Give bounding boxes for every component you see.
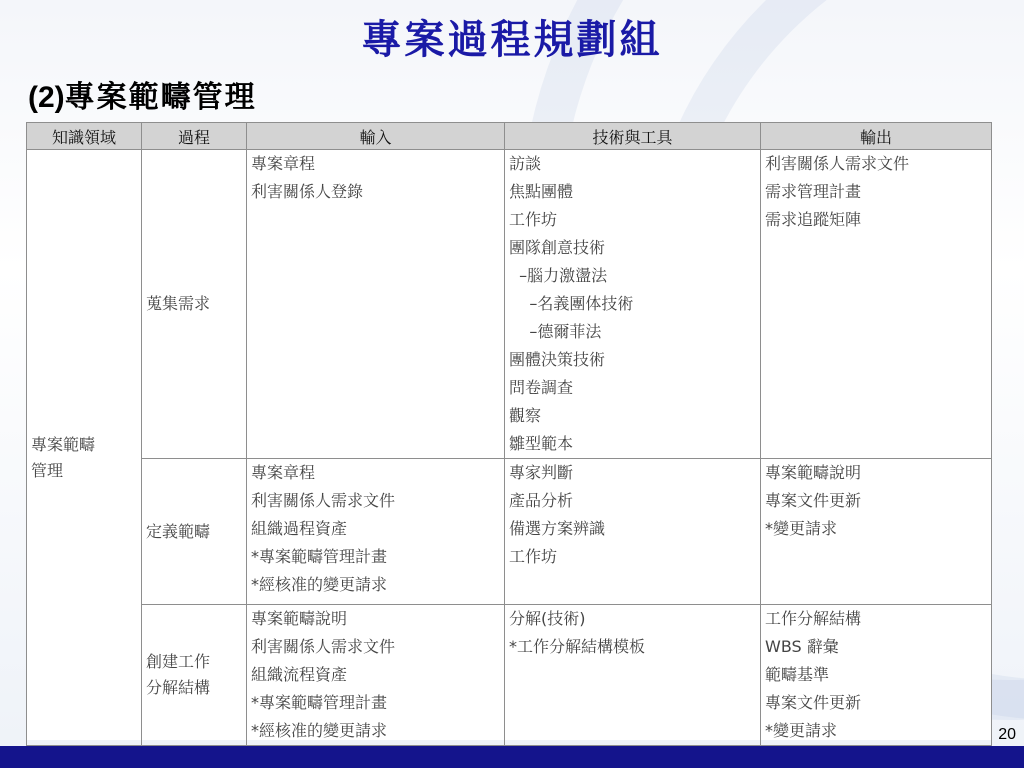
slide-title: 專案過程規劃組 xyxy=(361,16,663,63)
output-item: *變更請求 xyxy=(765,721,838,740)
output-item: 需求管理計畫 xyxy=(765,182,862,201)
process-cell: 創建工作 分解結構 xyxy=(142,605,247,746)
tools-cell xyxy=(505,605,761,746)
inputs-cell xyxy=(247,150,505,459)
tool-item: 觀察 xyxy=(509,406,542,425)
input-item: *經核准的變更請求 xyxy=(251,721,388,740)
input-item: 利害關係人登錄 xyxy=(251,182,364,201)
output-item: 需求追蹤矩陣 xyxy=(765,210,862,229)
tool-item: –名義團体技術 xyxy=(509,294,634,313)
input-item: *經核准的變更請求 xyxy=(251,575,388,594)
output-item: 專案範疇說明 xyxy=(765,463,862,482)
outputs-cell xyxy=(761,605,992,746)
input-item: *專案範疇管理計畫 xyxy=(251,693,388,712)
page-number: 20 xyxy=(998,726,1016,743)
outputs-cell xyxy=(761,459,992,605)
tool-item: 分解(技術) xyxy=(509,609,586,628)
tool-item: 專家判斷 xyxy=(509,463,574,482)
footer-bar xyxy=(0,746,1024,768)
knowledge-area-cell: 專案範疇 管理 xyxy=(27,150,142,746)
tool-item: 產品分析 xyxy=(509,491,574,510)
tool-item: 訪談 xyxy=(509,154,542,173)
input-item: *專案範疇管理計畫 xyxy=(251,547,388,566)
inputs-cell xyxy=(247,605,505,746)
tool-item: 團隊創意技術 xyxy=(509,238,606,257)
output-item: 利害關係人需求文件 xyxy=(765,154,910,173)
tools-cell xyxy=(505,150,761,459)
tool-item: 問卷調查 xyxy=(509,378,574,397)
input-item: 利害關係人需求文件 xyxy=(251,637,396,656)
input-item: 組織流程資產 xyxy=(251,665,348,684)
tool-item: *工作分解結構模板 xyxy=(509,637,646,656)
table-row xyxy=(27,459,992,605)
table-row xyxy=(27,150,992,459)
outputs-cell xyxy=(761,150,992,459)
header-knowledge-area: 知識領域 xyxy=(27,123,142,150)
tool-item: 團體決策技術 xyxy=(509,350,606,369)
input-item: 專案範疇說明 xyxy=(251,609,348,628)
header-inputs: 輸入 xyxy=(247,123,505,150)
header-tools: 技術與工具 xyxy=(505,123,761,150)
tool-item: 焦點團體 xyxy=(509,182,574,201)
input-item: 專案章程 xyxy=(251,463,316,482)
process-cell: 定義範疇 xyxy=(142,459,247,605)
table-header-row xyxy=(27,123,992,150)
output-item: WBS 辭彙 xyxy=(765,637,839,656)
inputs-cell xyxy=(247,459,505,605)
tool-item: –德爾菲法 xyxy=(509,322,602,341)
input-item: 專案章程 xyxy=(251,154,316,173)
scope-management-table xyxy=(26,122,992,740)
output-item: 專案文件更新 xyxy=(765,491,862,510)
tool-item: 工作坊 xyxy=(509,547,558,566)
input-item: 利害關係人需求文件 xyxy=(251,491,396,510)
subtitle-text: 專案範疇管理 xyxy=(64,80,257,115)
tool-item: –腦力激盪法 xyxy=(509,266,608,285)
tool-item: 工作坊 xyxy=(509,210,558,229)
input-item: 組織過程資產 xyxy=(251,519,348,538)
tool-item: 備選方案辨識 xyxy=(509,519,606,538)
header-process: 過程 xyxy=(142,123,247,150)
header-outputs: 輸出 xyxy=(761,123,992,150)
tools-cell xyxy=(505,459,761,605)
table-row xyxy=(27,605,992,746)
tool-item: 雛型範本 xyxy=(509,434,574,453)
process-cell: 蒐集需求 xyxy=(142,150,247,459)
subtitle-number: (2) xyxy=(28,81,65,114)
output-item: 工作分解結構 xyxy=(765,609,862,628)
output-item: 專案文件更新 xyxy=(765,693,862,712)
output-item: 範疇基準 xyxy=(765,665,830,684)
output-item: *變更請求 xyxy=(765,519,838,538)
slide-subtitle xyxy=(28,72,257,116)
